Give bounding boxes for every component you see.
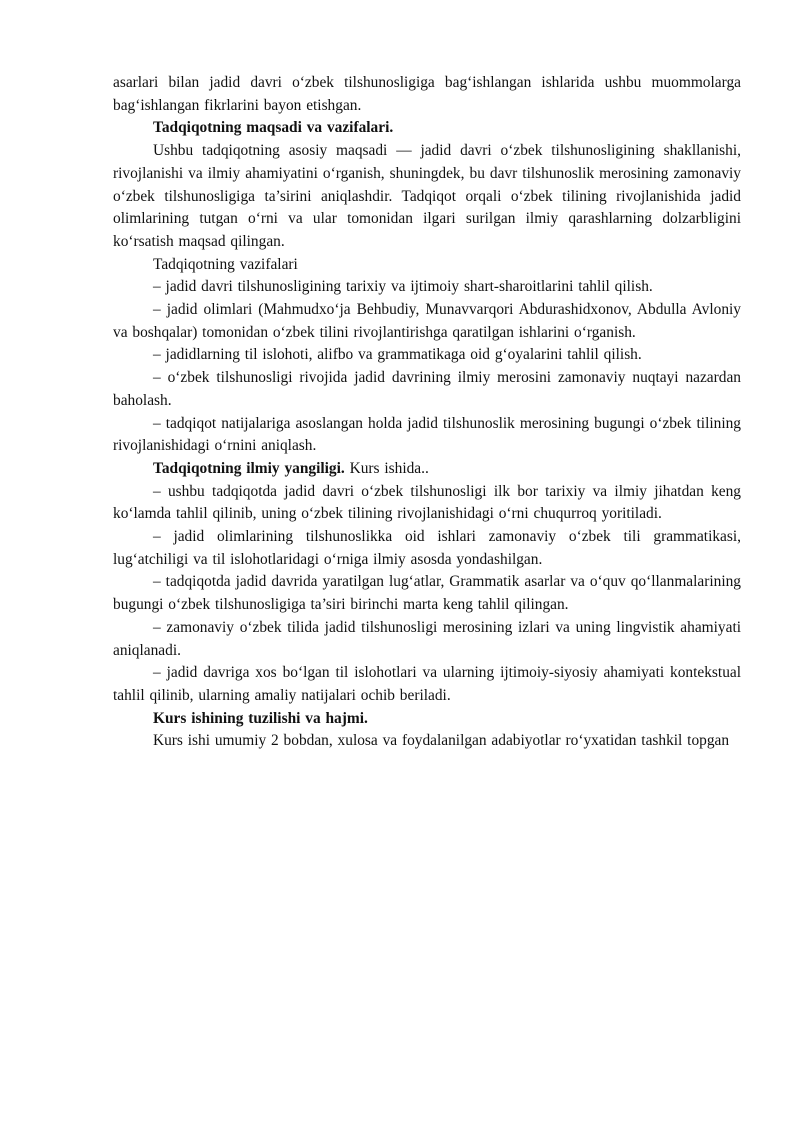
heading-scientific-novelty: Tadqiqotning ilmiy yangiligi. <box>153 459 345 477</box>
task-item-4: – o‘zbek tilshunosligi rivojida jadid davrining ilmiy merosini zamonaviy nuqtayi nazardan baholash. <box>113 369 741 409</box>
task-item-3: – jadidlarning til islohoti, alifbo va grammatikaga oid g‘oyalarini tahlil qilish. <box>153 346 642 364</box>
label-research-tasks: Tadqiqotning vazifalari <box>153 255 298 273</box>
task-item-2: – jadid olimlari (Mahmudxo‘ja Behbudiy, Munavvarqori Abdurashidxonov, Abdulla Avloniy va boshqalar) tomonidan o‘zbek tilini rivojlantirishga qaratilgan ishlarini o‘rganish. <box>113 301 741 341</box>
heading-goals-and-tasks: Tadqiqotning maqsadi va vazifalari. <box>153 119 394 137</box>
novelty-item-1: – ushbu tadqiqotda jadid davri o‘zbek tilshunosligi ilk bor tarixiy va ilmiy jihatdan keng ko‘lamda tahlil qilinib, uning o‘zbek tilining rivojlanishidagi o‘rni chuqurroq yoritiladi. <box>113 482 741 523</box>
novelty-item-3: – tadqiqotda jadid davrida yaratilgan lug‘atlar, Grammatik asarlar va o‘quv qo‘llanmalarining bugungi o‘zbek tilshunosligiga ta’siri birinchi marta keng tahlil qilingan. <box>113 573 741 614</box>
paragraph-structure: Kurs ishi umumiy 2 bobdan, xulosa va foydalanilgan adabiyotlar ro‘yxatidan tashkil topgan <box>153 732 730 750</box>
novelty-item-4: – zamonaviy o‘zbek tilida jadid tilshunosligi merosining izlari va uning lingvistik ahamiyati aniqlanadi. <box>113 618 741 659</box>
paragraph-scientific-novelty <box>113 458 741 481</box>
document-page <box>113 72 741 753</box>
paragraph-intro-continuation: asarlari bilan jadid davri o‘zbek tilshunosligiga bag‘ishlangan ishlarida ushbu muommolarga bag‘ishlangan fikrlarini bayon etishgan. <box>113 74 741 114</box>
novelty-item-5: – jadid davriga xos bo‘lgan til islohotlari va ularning ijtimoiy-siyosiy ahamiyati kontekstual tahlil qilinib, ularning amaliy natijalari ochib beriladi. <box>113 664 741 704</box>
novelty-item-2: – jadid olimlarining tilshunoslikka oid ishlari zamonaviy o‘zbek tili grammatikasi, lug‘atchiligi va til islohotlaridagi o‘rniga ilmiy asosda yondashilgan. <box>113 528 741 568</box>
task-item-5: – tadqiqot natijalariga asoslangan holda jadid tilshunoslik merosining bugungi o‘zbek tilining rivojlanishidagi o‘rnini aniqlash. <box>113 414 741 455</box>
heading-structure-and-volume: Kurs ishining tuzilishi va hajmi. <box>153 709 368 727</box>
novelty-intro-text: Kurs ishida.. <box>344 459 429 477</box>
task-item-1: – jadid davri tilshunosligining tarixiy va ijtimoiy shart-sharoitlarini tahlil qilish. <box>153 278 653 296</box>
paragraph-main-goal: Ushbu tadqiqotning asosiy maqsadi — jadid davri o‘zbek tilshunosligining shakllanishi, rivojlanishi va ilmiy ahamiyatini o‘rganish, shuningdek, bu davr tilshunoslik merosining zamonaviy o‘zbek tilshunosligiga ta’sirini aniqlashdir. Tadqiqot orqali o‘zbek tilining rivojlanishida jadid olimlarining tutgan o‘rni va ular tomonidan ilgari surilgan ilmiy qarashlarning dolzarbligini ko‘rsatish maqsad qilingan. <box>113 142 741 250</box>
